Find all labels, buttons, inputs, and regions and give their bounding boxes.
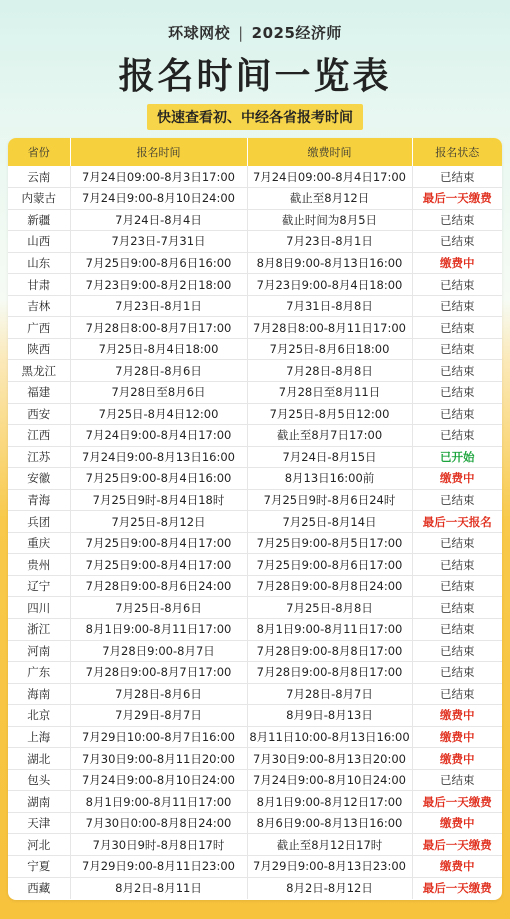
table-row xyxy=(8,726,502,748)
registration-time-cell: 7月30日9:00-8月11日20:00 xyxy=(70,748,247,770)
table-row xyxy=(8,166,502,188)
registration-time-cell: 7月29日9:00-8月11日23:00 xyxy=(70,856,247,878)
status-cell: 最后一天缴费 xyxy=(412,834,502,856)
province-cell: 福建 xyxy=(8,381,70,403)
payment-time-cell: 7月28日9:00-8月8日17:00 xyxy=(247,640,412,662)
status-cell: 已结束 xyxy=(412,274,502,296)
payment-time-cell: 7月28日9:00-8月8日24:00 xyxy=(247,575,412,597)
status-cell: 已结束 xyxy=(412,769,502,791)
province-cell: 湖北 xyxy=(8,748,70,770)
table-row xyxy=(8,834,502,856)
status-cell: 已结束 xyxy=(412,231,502,253)
table-row xyxy=(8,532,502,554)
payment-time-cell: 7月25日-8月14日 xyxy=(247,511,412,533)
payment-time-cell: 7月25日-8月6日18:00 xyxy=(247,338,412,360)
province-cell: 山西 xyxy=(8,231,70,253)
table-row xyxy=(8,791,502,813)
table-row xyxy=(8,489,502,511)
payment-time-cell: 8月6日9:00-8月13日16:00 xyxy=(247,812,412,834)
table-row xyxy=(8,360,502,382)
table-row xyxy=(8,468,502,490)
registration-time-cell: 7月25日9:00-8月4日17:00 xyxy=(70,532,247,554)
province-cell: 兵团 xyxy=(8,511,70,533)
registration-time-cell: 7月24日9:00-8月4日17:00 xyxy=(70,425,247,447)
payment-time-cell: 8月1日9:00-8月11日17:00 xyxy=(247,618,412,640)
status-cell: 缴费中 xyxy=(412,468,502,490)
table-row xyxy=(8,662,502,684)
registration-time-cell: 7月29日-8月7日 xyxy=(70,705,247,727)
status-cell: 缴费中 xyxy=(412,252,502,274)
status-cell: 已结束 xyxy=(412,489,502,511)
registration-time-cell: 7月28日8:00-8月7日17:00 xyxy=(70,317,247,339)
status-cell: 最后一天缴费 xyxy=(412,791,502,813)
payment-time-cell: 8月13日16:00前 xyxy=(247,468,412,490)
table-body xyxy=(8,166,502,899)
payment-time-cell: 7月25日9:00-8月5日17:00 xyxy=(247,532,412,554)
province-cell: 宁夏 xyxy=(8,856,70,878)
page-title: 报名时间一览表 xyxy=(118,56,392,97)
table-row xyxy=(8,338,502,360)
table-row xyxy=(8,425,502,447)
province-cell: 黑龙江 xyxy=(8,360,70,382)
province-cell: 吉林 xyxy=(8,295,70,317)
registration-time-cell: 7月24日9:00-8月10日24:00 xyxy=(70,769,247,791)
province-cell: 安徽 xyxy=(8,468,70,490)
registration-time-cell: 7月28日-8月6日 xyxy=(70,683,247,705)
table-row xyxy=(8,317,502,339)
schedule-card xyxy=(8,138,502,900)
status-cell: 缴费中 xyxy=(412,748,502,770)
brand-separator: | xyxy=(238,24,244,42)
province-cell: 甘肃 xyxy=(8,274,70,296)
page-subtitle: 快速查看初、中经各省报考时间 xyxy=(147,104,363,130)
table-row xyxy=(8,856,502,878)
table-row xyxy=(8,446,502,468)
status-cell: 最后一天缴费 xyxy=(412,188,502,210)
registration-time-cell: 7月30日0:00-8月8日24:00 xyxy=(70,812,247,834)
registration-time-cell: 7月25日-8月6日 xyxy=(70,597,247,619)
table-row xyxy=(8,812,502,834)
table-row xyxy=(8,511,502,533)
table-row xyxy=(8,683,502,705)
province-cell: 天津 xyxy=(8,812,70,834)
province-cell: 西藏 xyxy=(8,877,70,899)
table-row xyxy=(8,403,502,425)
registration-time-cell: 7月24日9:00-8月10日24:00 xyxy=(70,188,247,210)
province-cell: 河北 xyxy=(8,834,70,856)
province-cell: 浙江 xyxy=(8,618,70,640)
table-row xyxy=(8,209,502,231)
province-cell: 辽宁 xyxy=(8,575,70,597)
column-header-payment: 缴费时间 xyxy=(247,138,412,166)
registration-time-cell: 7月28日9:00-8月6日24:00 xyxy=(70,575,247,597)
status-cell: 缴费中 xyxy=(412,705,502,727)
payment-time-cell: 7月23日9:00-8月4日18:00 xyxy=(247,274,412,296)
province-cell: 内蒙古 xyxy=(8,188,70,210)
province-cell: 重庆 xyxy=(8,532,70,554)
status-cell: 已结束 xyxy=(412,338,502,360)
province-cell: 湖南 xyxy=(8,791,70,813)
registration-time-cell: 7月23日-7月31日 xyxy=(70,231,247,253)
province-cell: 贵州 xyxy=(8,554,70,576)
table-row xyxy=(8,640,502,662)
table-row xyxy=(8,381,502,403)
table-row xyxy=(8,231,502,253)
status-cell: 已结束 xyxy=(412,597,502,619)
status-cell: 已结束 xyxy=(412,166,502,188)
table-row xyxy=(8,554,502,576)
payment-time-cell: 7月24日-8月15日 xyxy=(247,446,412,468)
table-row xyxy=(8,252,502,274)
registration-time-cell: 7月25日9:00-8月4日17:00 xyxy=(70,554,247,576)
status-cell: 已结束 xyxy=(412,640,502,662)
status-cell: 缴费中 xyxy=(412,812,502,834)
registration-time-cell: 7月25日-8月4日12:00 xyxy=(70,403,247,425)
product-name: 2025经济师 xyxy=(251,24,342,42)
payment-time-cell: 7月28日-8月8日 xyxy=(247,360,412,382)
province-cell: 广东 xyxy=(8,662,70,684)
payment-time-cell: 7月30日9:00-8月13日20:00 xyxy=(247,748,412,770)
registration-time-cell: 7月30日9时-8月8日17时 xyxy=(70,834,247,856)
status-cell: 已结束 xyxy=(412,317,502,339)
registration-time-cell: 8月1日9:00-8月11日17:00 xyxy=(70,791,247,813)
payment-time-cell: 7月25日9:00-8月6日17:00 xyxy=(247,554,412,576)
payment-time-cell: 7月28日8:00-8月11日17:00 xyxy=(247,317,412,339)
province-cell: 广西 xyxy=(8,317,70,339)
registration-time-cell: 7月25日-8月12日 xyxy=(70,511,247,533)
payment-time-cell: 7月25日-8月8日 xyxy=(247,597,412,619)
registration-time-cell: 7月23日9:00-8月2日18:00 xyxy=(70,274,247,296)
registration-time-cell: 8月1日9:00-8月11日17:00 xyxy=(70,618,247,640)
registration-time-cell: 7月28日至8月6日 xyxy=(70,381,247,403)
table-header xyxy=(8,138,502,166)
registration-time-cell: 7月28日9:00-8月7日 xyxy=(70,640,247,662)
payment-time-cell: 7月25日9时-8月6日24时 xyxy=(247,489,412,511)
registration-time-cell: 7月23日-8月1日 xyxy=(70,295,247,317)
status-cell: 已结束 xyxy=(412,662,502,684)
payment-time-cell: 7月24日09:00-8月4日17:00 xyxy=(247,166,412,188)
status-cell: 已结束 xyxy=(412,532,502,554)
subtitle-wrap xyxy=(0,104,510,130)
province-cell: 青海 xyxy=(8,489,70,511)
table-row xyxy=(8,705,502,727)
province-cell: 陕西 xyxy=(8,338,70,360)
payment-time-cell: 7月29日9:00-8月13日23:00 xyxy=(247,856,412,878)
column-header-status: 报名状态 xyxy=(412,138,502,166)
province-cell: 海南 xyxy=(8,683,70,705)
table-row xyxy=(8,618,502,640)
payment-time-cell: 截止至8月12日 xyxy=(247,188,412,210)
province-cell: 包头 xyxy=(8,769,70,791)
payment-time-cell: 截止至8月7日17:00 xyxy=(247,425,412,447)
payment-time-cell: 7月23日-8月1日 xyxy=(247,231,412,253)
province-cell: 西安 xyxy=(8,403,70,425)
province-cell: 云南 xyxy=(8,166,70,188)
table-row xyxy=(8,295,502,317)
registration-time-cell: 7月25日-8月4日18:00 xyxy=(70,338,247,360)
column-header-province: 省份 xyxy=(8,138,70,166)
status-cell: 已结束 xyxy=(412,360,502,382)
status-cell: 已结束 xyxy=(412,618,502,640)
registration-time-cell: 7月28日-8月6日 xyxy=(70,360,247,382)
payment-time-cell: 7月28日至8月11日 xyxy=(247,381,412,403)
table-row xyxy=(8,748,502,770)
table-row xyxy=(8,769,502,791)
registration-time-cell: 7月25日9:00-8月6日16:00 xyxy=(70,252,247,274)
province-cell: 北京 xyxy=(8,705,70,727)
payment-time-cell: 7月28日9:00-8月8日17:00 xyxy=(247,662,412,684)
province-cell: 新疆 xyxy=(8,209,70,231)
payment-time-cell: 8月1日9:00-8月12日17:00 xyxy=(247,791,412,813)
province-cell: 江西 xyxy=(8,425,70,447)
payment-time-cell: 7月28日-8月7日 xyxy=(247,683,412,705)
province-cell: 上海 xyxy=(8,726,70,748)
payment-time-cell: 7月24日9:00-8月10日24:00 xyxy=(247,769,412,791)
status-cell: 缴费中 xyxy=(412,856,502,878)
status-cell: 最后一天报名 xyxy=(412,511,502,533)
payment-time-cell: 8月2日-8月12日 xyxy=(247,877,412,899)
schedule-table xyxy=(8,138,502,899)
status-cell: 已结束 xyxy=(412,209,502,231)
status-cell: 已结束 xyxy=(412,381,502,403)
brand-bar xyxy=(0,22,510,43)
brand-logo: 环球网校 xyxy=(168,24,231,42)
status-cell: 最后一天缴费 xyxy=(422,881,492,896)
status-cell: 已结束 xyxy=(412,425,502,447)
registration-time-cell: 7月25日9:00-8月4日16:00 xyxy=(70,468,247,490)
table-row xyxy=(8,877,502,899)
table-row xyxy=(8,188,502,210)
table-row xyxy=(8,575,502,597)
province-cell: 四川 xyxy=(8,597,70,619)
province-cell: 江苏 xyxy=(8,446,70,468)
registration-time-cell: 7月28日9:00-8月7日17:00 xyxy=(70,662,247,684)
status-cell: 已结束 xyxy=(412,575,502,597)
status-cell: 已结束 xyxy=(412,295,502,317)
registration-time-cell: 7月24日-8月4日 xyxy=(70,209,247,231)
registration-time-cell: 7月25日9时-8月4日18时 xyxy=(70,489,247,511)
payment-time-cell: 7月31日-8月8日 xyxy=(247,295,412,317)
status-cell: 已开始 xyxy=(412,446,502,468)
payment-time-cell: 截止至8月12日17时 xyxy=(247,834,412,856)
table-row xyxy=(8,597,502,619)
payment-time-cell: 截止时间为8月5日 xyxy=(247,209,412,231)
column-header-registration: 报名时间 xyxy=(70,138,247,166)
registration-time-cell: 7月24日09:00-8月3日17:00 xyxy=(70,166,247,188)
province-cell: 山东 xyxy=(8,252,70,274)
registration-time-cell: 7月29日10:00-8月7日16:00 xyxy=(70,726,247,748)
status-cell: 已结束 xyxy=(412,554,502,576)
table-row xyxy=(8,274,502,296)
status-cell: 缴费中 xyxy=(412,726,502,748)
status-cell: 已结束 xyxy=(412,683,502,705)
registration-time-cell: 7月24日9:00-8月13日16:00 xyxy=(70,446,247,468)
payment-time-cell: 8月8日9:00-8月13日16:00 xyxy=(247,252,412,274)
registration-time-cell: 8月2日-8月11日 xyxy=(70,877,247,899)
payment-time-cell: 7月25日-8月5日12:00 xyxy=(247,403,412,425)
province-cell: 河南 xyxy=(8,640,70,662)
payment-time-cell: 8月11日10:00-8月13日16:00 xyxy=(247,726,412,748)
payment-time-cell: 8月9日-8月13日 xyxy=(247,705,412,727)
status-cell: 已结束 xyxy=(412,403,502,425)
